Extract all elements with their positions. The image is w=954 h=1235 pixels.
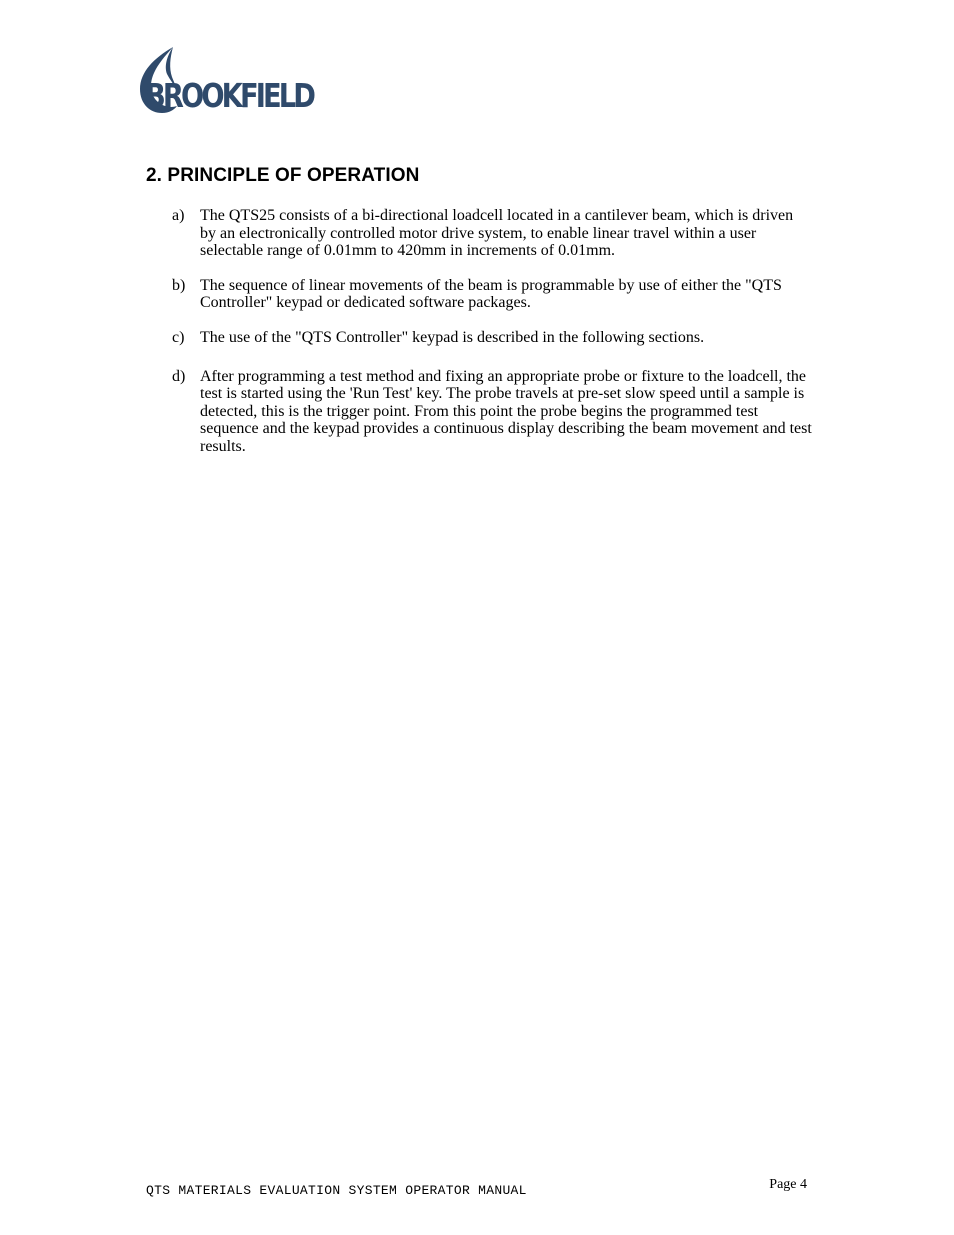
list-item bbox=[172, 329, 812, 347]
list-item-text: The QTS25 consists of a bi-directional loadcell located in a cantilever beam, which is driven by an electronically controlled motor drive system, to enable linear travel within a user selectable range of 0.01mm to 420mm in increments of 0.01mm. bbox=[200, 207, 794, 260]
brookfield-logo-text: BROOKFIELD bbox=[145, 76, 315, 115]
footer-manual-title: QTS MATERIALS EVALUATION SYSTEM OPERATOR MANUAL bbox=[146, 1183, 527, 1198]
list-item bbox=[172, 277, 812, 312]
list-item-text: The use of the "QTS Controller" keypad is described in the following sections. bbox=[200, 328, 705, 346]
section-title: 2. PRINCIPLE OF OPERATION bbox=[146, 165, 420, 186]
list-item-marker: b) bbox=[172, 276, 186, 294]
footer-page-number: Page 4 bbox=[769, 1177, 807, 1192]
list-item-text: After programming a test method and fixing an appropriate probe or fixture to the loadcell, the test is started using the 'Run Test' key. The probe travels at pre-set slow speed until a sample is detected, this is the trigger point. From this point the probe begins the programmed test sequence and the keypad provides a continuous display describing the beam movement and test results. bbox=[200, 367, 812, 455]
list-item bbox=[172, 368, 812, 456]
list-item-marker: c) bbox=[172, 328, 185, 346]
brookfield-logo-image bbox=[136, 44, 316, 116]
list-item bbox=[172, 207, 812, 260]
list-item-marker: a) bbox=[172, 207, 185, 224]
list-item-marker: d) bbox=[172, 367, 186, 385]
principle-list bbox=[172, 207, 812, 456]
list-item-text: The sequence of linear movements of the beam is programmable by use of either the "QTS Controller" keypad or dedicated software packages. bbox=[200, 276, 782, 312]
brookfield-logo bbox=[136, 44, 316, 116]
